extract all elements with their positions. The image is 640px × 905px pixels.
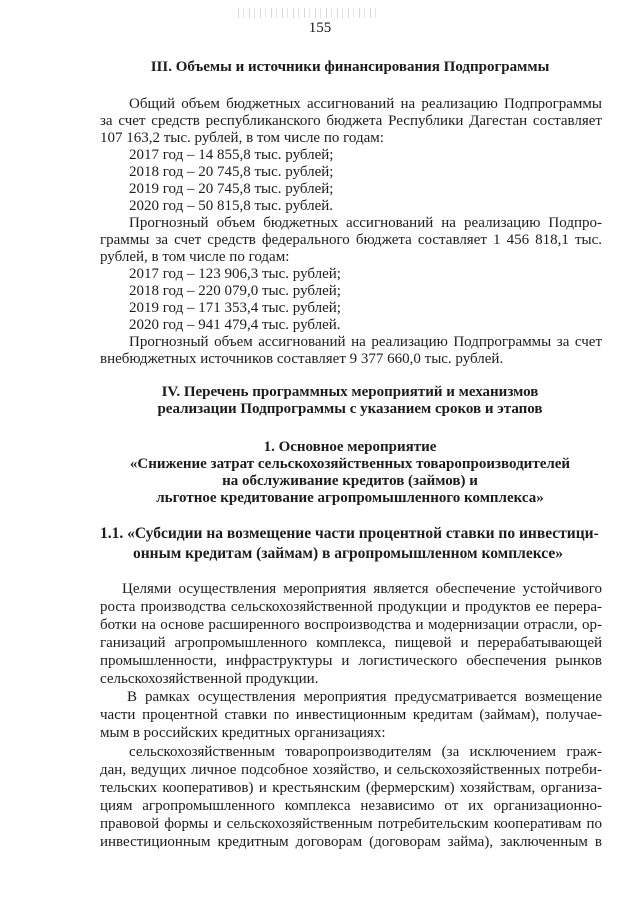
text-line: В рамках осуществления мероприятия предусматривается возмещение bbox=[127, 689, 602, 705]
text-line: части процентной ставки по инвестиционным кредитам (займам), получае- bbox=[100, 707, 602, 723]
text-line: инвестиционным кредитным договорам (договорам займа), заключенным в bbox=[100, 834, 602, 850]
text-line: за счет средств республиканского бюджета Республики Дагестан составляет bbox=[100, 113, 602, 129]
text-line: внебюджетных источников составляет 9 377 660,0 тыс. рублей. bbox=[100, 351, 504, 367]
heading-line: 1.1. «Субсидии на возмещение части процентной ставки по инвестици- bbox=[100, 525, 599, 542]
section-3-year-list-2 bbox=[100, 266, 602, 334]
producers-paragraph bbox=[100, 743, 602, 851]
section-3-paragraph-2 bbox=[100, 215, 602, 266]
year-line: 2018 год – 220 079,0 тыс. рублей; bbox=[129, 283, 341, 299]
heading-line: «Снижение затрат сельскохозяйственных товаропроизводителей bbox=[129, 456, 571, 472]
goals-paragraph bbox=[100, 580, 602, 688]
year-line: 2017 год – 14 855,8 тыс. рублей; bbox=[129, 147, 334, 163]
main-activity-heading bbox=[100, 439, 600, 507]
frame-paragraph bbox=[100, 688, 602, 742]
section-3-heading: III. Объемы и источники финансирования Подпрограммы bbox=[150, 59, 550, 75]
heading-line: реализации Подпрограммы с указанием сроков и этапов bbox=[157, 401, 543, 417]
section-3-paragraph-3 bbox=[100, 334, 602, 368]
heading-line: льготное кредитование агропромышленного комплекса» bbox=[156, 490, 544, 506]
text-line: Прогнозный объем ассигнований на реализацию Подпрограммы за счет bbox=[129, 334, 602, 350]
text-line: 107 163,2 тыс. рублей, в том числе по годам: bbox=[100, 130, 384, 146]
text-line: ганизаций агропромышленного комплекса, пищевой и перерабатывающей bbox=[100, 635, 602, 651]
year-line: 2019 год – 20 745,8 тыс. рублей; bbox=[129, 181, 334, 197]
text-line: ботки на основе расширенного воспроизводства и модернизации отрасли, ор- bbox=[100, 617, 602, 633]
text-line: Целями осуществления мероприятия является обеспечение устойчивого bbox=[122, 581, 602, 597]
text-line: Прогнозный объем бюджетных ассигнований на реализацию Подпро- bbox=[129, 215, 602, 231]
heading-line: 1. Основное мероприятие bbox=[263, 439, 437, 455]
text-line: мым в российских кредитных организациях: bbox=[100, 725, 386, 741]
text-line: тельских кооперативов) и крестьянским (фермерским) хозяйствам, организа- bbox=[100, 780, 602, 796]
section-3-paragraph-1 bbox=[100, 96, 602, 147]
year-line: 2020 год – 50 815,8 тыс. рублей. bbox=[129, 198, 334, 214]
scan-noise bbox=[238, 8, 378, 18]
text-line: граммы за счет средств федерального бюджета составляет 1 456 818,1 тыс. bbox=[100, 232, 602, 248]
year-line: 2017 год – 123 906,3 тыс. рублей; bbox=[129, 266, 341, 282]
text-line: дан, ведущих личное подсобное хозяйство, и сельскохозяйственных потреби- bbox=[100, 762, 602, 778]
page-number: 155 bbox=[308, 20, 332, 36]
text-line: правовой формы и сельскохозяйственным потребительским кооперативам по bbox=[100, 816, 602, 832]
text-line: рублей, в том числе по годам: bbox=[100, 249, 290, 265]
text-line: роста производства сельскохозяйственной продукции и продуктов ее перера- bbox=[100, 599, 602, 615]
heading-line: на обслуживание кредитов (займов) и bbox=[222, 473, 478, 489]
section-3-year-list-1 bbox=[100, 147, 602, 215]
subsection-1-1-title bbox=[100, 524, 610, 564]
year-line: 2018 год – 20 745,8 тыс. рублей; bbox=[129, 164, 334, 180]
text-line: Общий объем бюджетных ассигнований на реализацию Подпрограммы bbox=[129, 96, 602, 112]
heading-line: онным кредитам (займам) в агропромышленном комплексе» bbox=[133, 545, 563, 562]
heading-line: IV. Перечень программных мероприятий и механизмов bbox=[161, 384, 539, 400]
text-line: сельскохозяйственной продукции. bbox=[100, 671, 319, 687]
text-line: циям агропромышленного комплекса независимо от их организационно- bbox=[100, 798, 602, 814]
year-line: 2019 год – 171 353,4 тыс. рублей; bbox=[129, 300, 341, 316]
year-line: 2020 год – 941 479,4 тыс. рублей. bbox=[129, 317, 341, 333]
section-4-heading bbox=[100, 384, 600, 418]
text-line: промышленности, инфраструктуры и логистического обеспечения рынков bbox=[100, 653, 602, 669]
text-line: сельскохозяйственным товаропроизводителям (за исключением граж- bbox=[129, 744, 602, 760]
